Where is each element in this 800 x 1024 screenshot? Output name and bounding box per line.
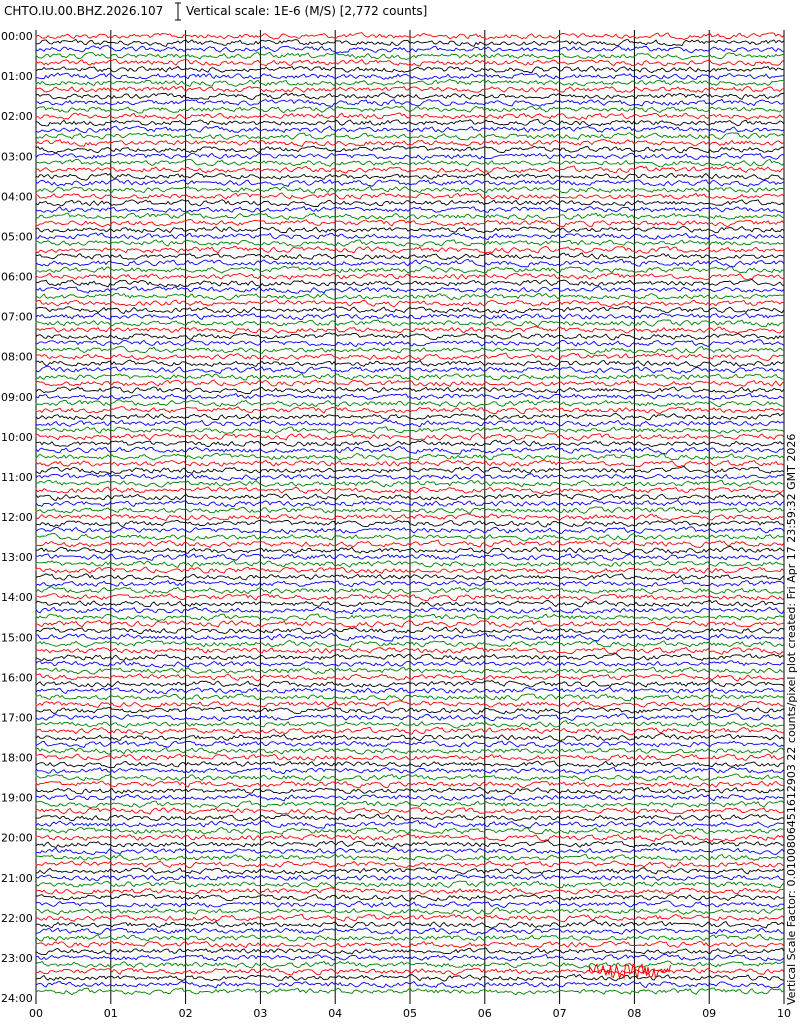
x-tick-label: 06 bbox=[477, 1007, 492, 1020]
y-tick-label: 08:00 bbox=[1, 350, 33, 364]
y-tick-label: 21:00 bbox=[1, 871, 33, 885]
x-tick-label: 04 bbox=[328, 1007, 343, 1020]
y-tick-label: 18:00 bbox=[1, 751, 33, 765]
y-tick-label: 09:00 bbox=[1, 390, 33, 404]
side-annotation: Vertical Scale Factor: 0.0100806451612903 22 counts/pixel plot created: Fri Apr 17 23:59:32 GMT 2026 bbox=[785, 433, 798, 1005]
y-tick-label: 17:00 bbox=[1, 711, 33, 725]
x-tick-label: 08 bbox=[627, 1007, 642, 1020]
scale-bar-icon bbox=[175, 3, 181, 20]
y-tick-label: 15:00 bbox=[1, 631, 33, 645]
y-tick-label: 01:00 bbox=[1, 70, 33, 84]
y-tick-label: 00:00 bbox=[1, 30, 33, 43]
y-axis-labels bbox=[1, 30, 33, 1005]
x-tick-label: 05 bbox=[403, 1007, 417, 1020]
y-tick-label: 07:00 bbox=[1, 310, 33, 324]
y-tick-label: 05:00 bbox=[1, 230, 33, 244]
x-tick-label: 01 bbox=[103, 1007, 118, 1020]
x-tick-label: 02 bbox=[178, 1007, 193, 1020]
y-tick-label: 11:00 bbox=[1, 470, 33, 484]
y-tick-label: 12:00 bbox=[1, 511, 33, 524]
y-tick-label: 23:00 bbox=[1, 951, 33, 965]
y-tick-label: 19:00 bbox=[1, 791, 33, 805]
x-axis-labels bbox=[29, 1007, 791, 1020]
y-tick-label: 16:00 bbox=[1, 671, 33, 685]
y-tick-label: 22:00 bbox=[1, 911, 33, 925]
y-tick-label: 13:00 bbox=[1, 551, 33, 565]
y-tick-label: 02:00 bbox=[1, 110, 33, 124]
y-tick-label: 14:00 bbox=[1, 591, 33, 605]
x-tick-label: 00 bbox=[29, 1007, 43, 1020]
y-tick-label: 20:00 bbox=[1, 831, 33, 845]
x-tick-label: 03 bbox=[253, 1007, 268, 1020]
y-tick-label: 03:00 bbox=[1, 150, 33, 164]
x-tick-label: 10 bbox=[777, 1007, 791, 1020]
x-tick-label: 07 bbox=[552, 1007, 567, 1020]
station-title: CHTO.IU.00.BHZ.2026.107 bbox=[4, 4, 164, 18]
header bbox=[4, 3, 427, 20]
x-tick-label: 09 bbox=[702, 1007, 717, 1020]
vertical-scale-text: Vertical scale: 1E-6 (M/S) [2,772 counts] bbox=[186, 4, 428, 18]
y-tick-label: 10:00 bbox=[1, 430, 33, 444]
y-tick-label: 24:00 bbox=[1, 992, 33, 1005]
y-tick-label: 06:00 bbox=[1, 270, 33, 284]
y-tick-label: 04:00 bbox=[1, 190, 33, 204]
